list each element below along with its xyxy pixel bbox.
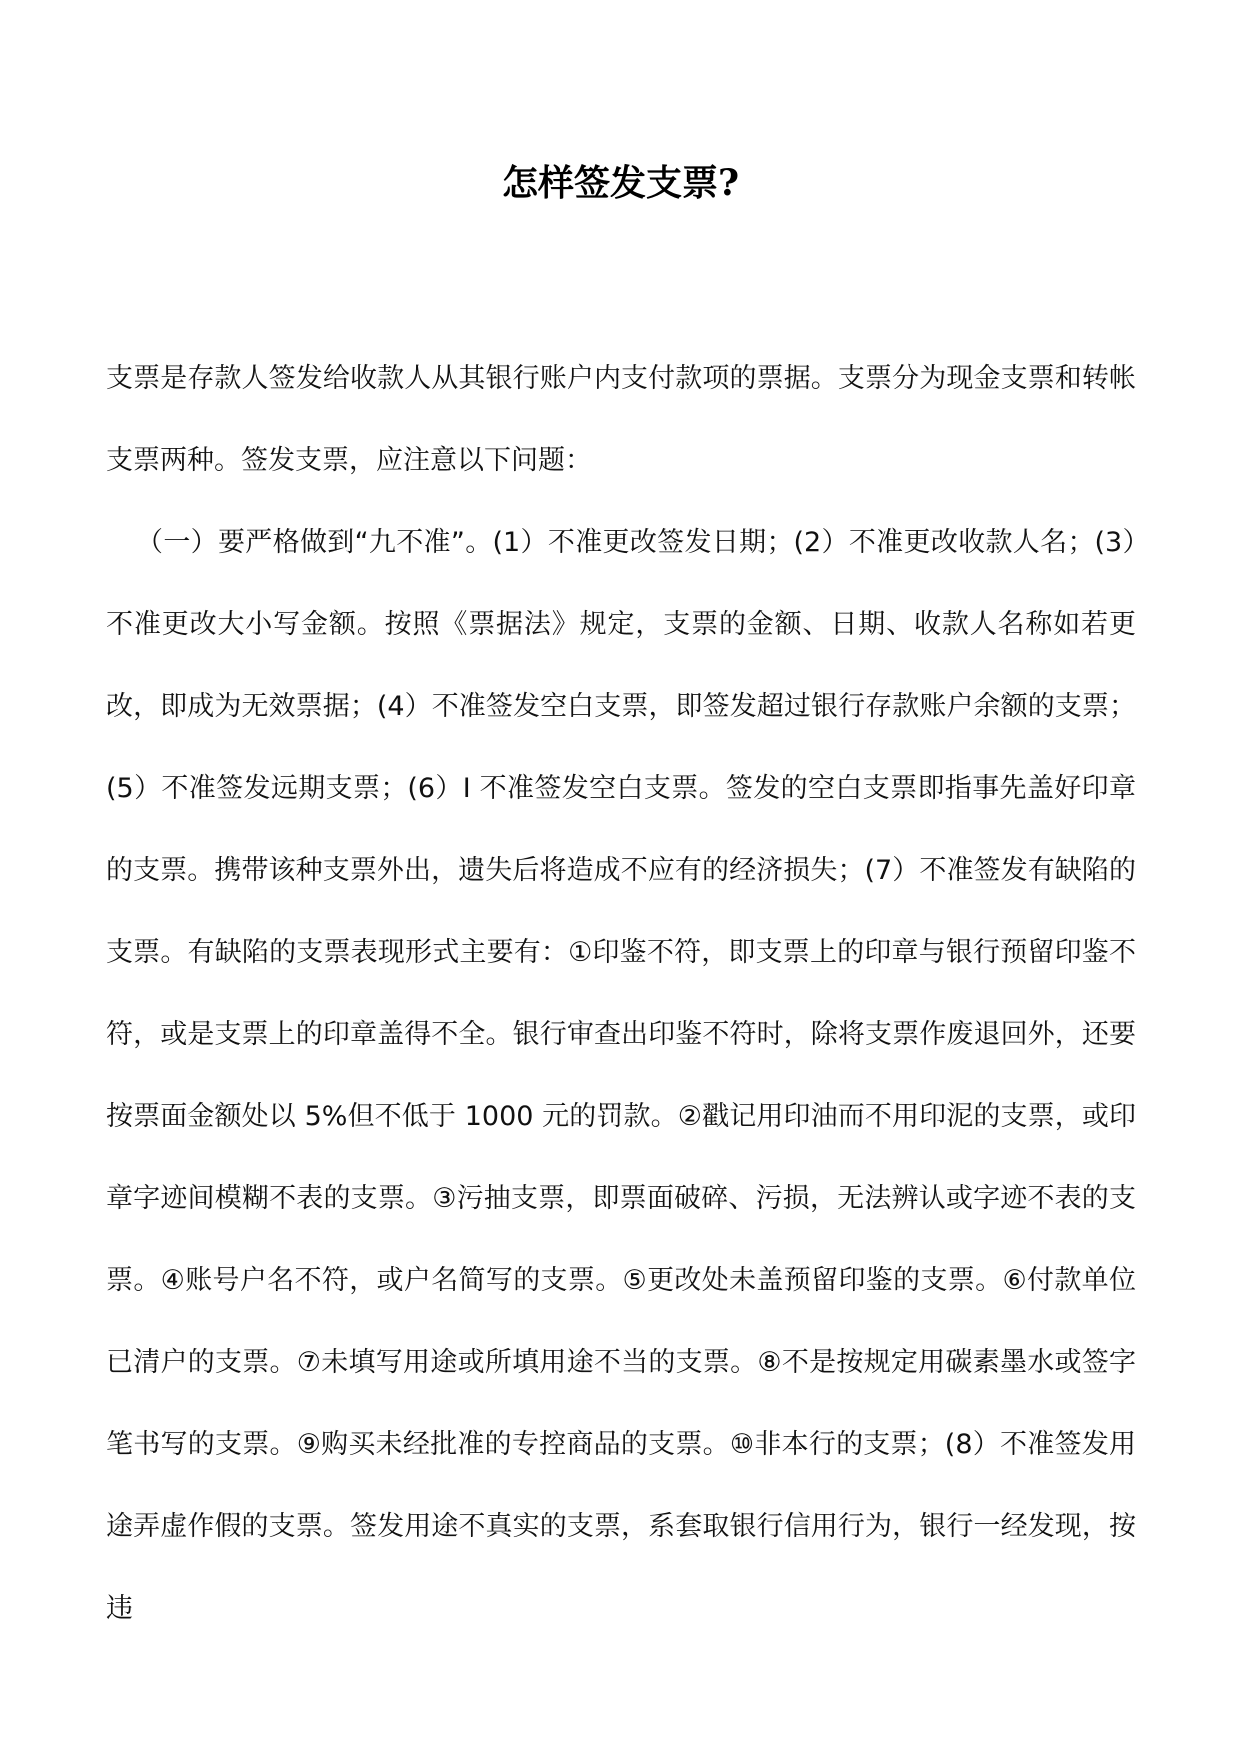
document-title: 怎样签发支票?: [501, 162, 740, 204]
document-body: [106, 338, 1136, 1650]
nine-rules-paragraph: （一）要严格做到“九不准”。(1）不准更改签发日期；(2）不准更改收款人名；(3）不准更改大小写金额。按照《票据法》规定，支票的金额、日期、收款人名称如若更改，即成为无效票据；(4）不准签发空白支票，即签发超过银行存款账户余额的支票；(5）不准签发远期支票；(6）I 不准签发空白支票。签发的空白支票即指事先盖好印章的支票。携带该种支票外出，遗失后将造成不应有的经济损失；(7）不准签发有缺陷的支票。有缺陷的支票表现形式主要有：①印鉴不符，即支票上的印章与银行预留印鉴不符，或是支票上的印章盖得不全。银行审查出印鉴不符时，除将支票作废退回外，还要按票面金额处以 5%但不低于 1000 元的罚款。②戳记用印油而不用印泥的支票，或印章字迹间模糊不表的支票。③污抽支票，即票面破碎、污损，无法辨认或字迹不表的支票。④账号户名不符，或户名简写的支票。⑤更改处未盖预留印鉴的支票。⑥付款单位已清户的支票。⑦未填写用途或所填用途不当的支票。⑧不是按规定用碳素墨水或签字笔书写的支票。⑨购买未经批准的专控商品的支票。⑩非本行的支票；(8）不准签发用途弄虚作假的支票。签发用途不真实的支票，系套取银行信用行为，银行一经发现，按违: [106, 527, 1136, 1624]
intro-paragraph: 支票是存款人签发给收款人从其银行账户内支付款项的票据。支票分为现金支票和转帐支票两种。签发支票，应注意以下问题：: [106, 363, 1136, 476]
